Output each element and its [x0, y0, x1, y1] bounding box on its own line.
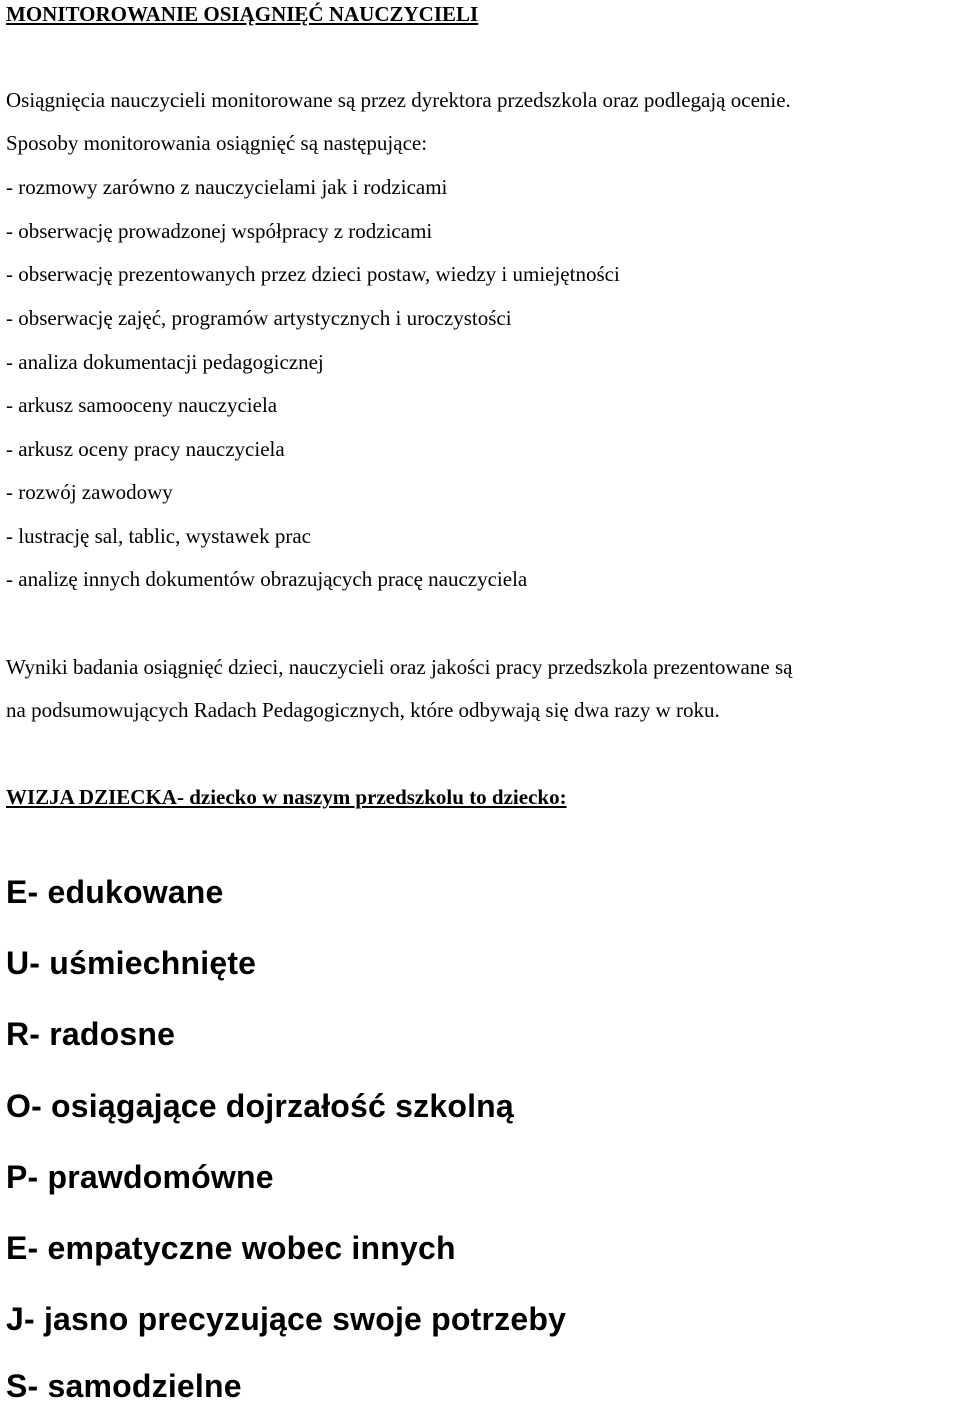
acronym-item: P- prawdomówne: [6, 1159, 274, 1195]
list-item: - rozwój zawodowy: [6, 480, 173, 504]
methods-intro: Sposoby monitorowania osiągnięć są następujące:: [6, 131, 428, 155]
results-paragraph-line-2: na podsumowujących Radach Pedagogicznych, które odbywają się dwa razy w roku.: [6, 698, 720, 722]
acronym-item: E- edukowane: [6, 874, 224, 910]
acronym-item: S- samodzielne: [6, 1368, 242, 1404]
acronym-item: E- empatyczne wobec innych: [6, 1230, 456, 1266]
page-title: MONITOROWANIE OSIĄGNIĘĆ NAUCZYCIELI: [6, 2, 479, 26]
vision-heading: WIZJA DZIECKA- dziecko w naszym przedszkolu to dziecko:: [6, 785, 567, 809]
list-item: - rozmowy zarówno z nauczycielami jak i rodzicami: [6, 175, 448, 199]
list-item: - lustrację sal, tablic, wystawek prac: [6, 524, 311, 548]
list-item: - analizę innych dokumentów obrazujących pracę nauczyciela: [6, 567, 528, 591]
acronym-item: J- jasno precyzujące swoje potrzeby: [6, 1301, 567, 1337]
list-item: - obserwację prowadzonej współpracy z rodzicami: [6, 219, 433, 243]
list-item: - analiza dokumentacji pedagogicznej: [6, 350, 324, 374]
results-paragraph-line-1: Wyniki badania osiągnięć dzieci, nauczycieli oraz jakości pracy przedszkola prezentowane są: [6, 655, 793, 679]
list-item: - obserwację prezentowanych przez dzieci postaw, wiedzy i umiejętności: [6, 262, 620, 286]
acronym-item: U- uśmiechnięte: [6, 945, 257, 981]
intro-paragraph: Osiągnięcia nauczycieli monitorowane są przez dyrektora przedszkola oraz podlegają ocenie.: [6, 88, 791, 112]
acronym-item: R- radosne: [6, 1016, 176, 1052]
list-item: - obserwację zajęć, programów artystycznych i uroczystości: [6, 306, 512, 330]
acronym-item: O- osiągające dojrzałość szkolną: [6, 1088, 514, 1124]
list-item: - arkusz samooceny nauczyciela: [6, 393, 278, 417]
list-item: - arkusz oceny pracy nauczyciela: [6, 437, 285, 461]
